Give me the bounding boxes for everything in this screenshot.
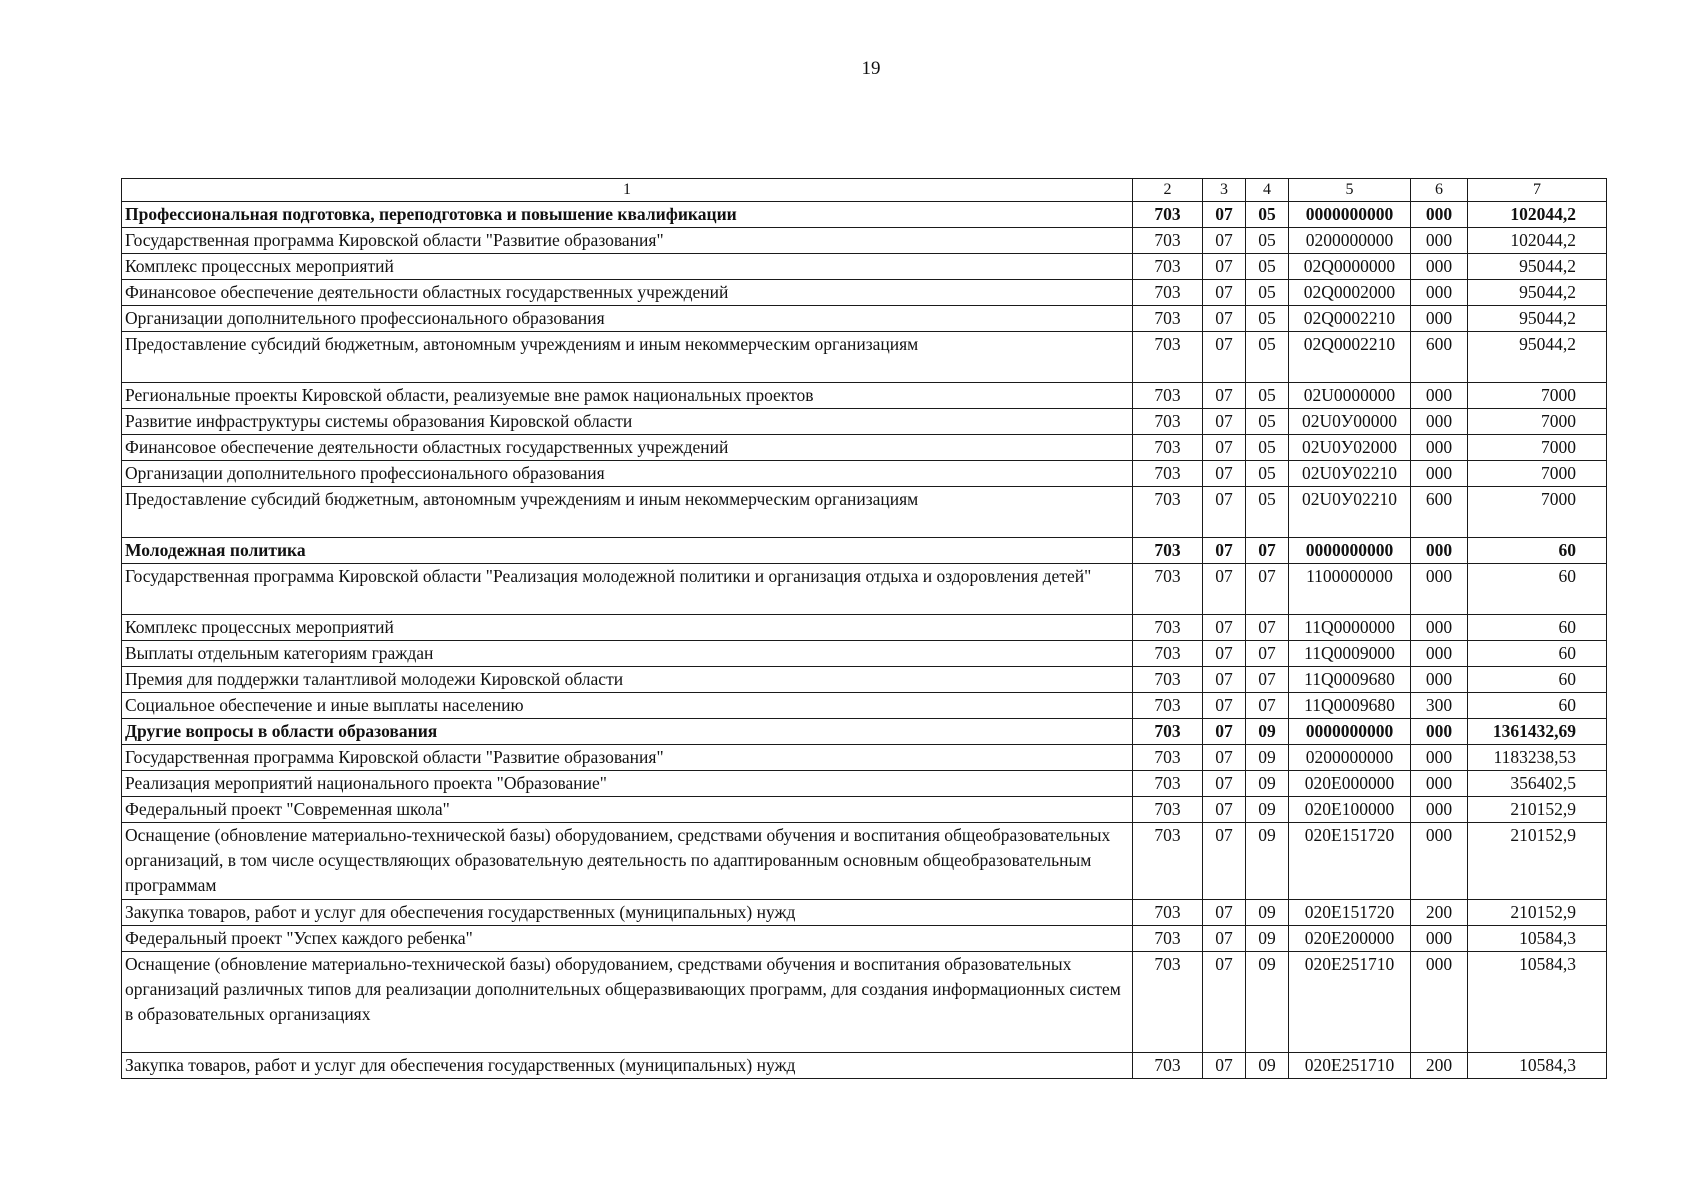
expense-type-cell: 000 bbox=[1411, 435, 1468, 461]
code-subsection-cell: 07 bbox=[1246, 667, 1289, 693]
code-subsection-cell: 09 bbox=[1246, 1053, 1289, 1079]
table-row bbox=[122, 487, 1607, 538]
expense-type-cell: 600 bbox=[1411, 332, 1468, 383]
row-name-cell: Организации дополнительного профессионального образования bbox=[122, 306, 1133, 332]
target-article-cell: 11Q0009680 bbox=[1289, 693, 1411, 719]
table-row bbox=[122, 461, 1607, 487]
table-row bbox=[122, 564, 1607, 615]
code-ministry-cell: 703 bbox=[1133, 202, 1203, 228]
code-section-cell: 07 bbox=[1203, 487, 1246, 538]
column-header: 7 bbox=[1468, 179, 1607, 202]
code-section-cell: 07 bbox=[1203, 771, 1246, 797]
column-number-header-row bbox=[122, 179, 1607, 202]
code-ministry-cell: 703 bbox=[1133, 228, 1203, 254]
code-subsection-cell: 07 bbox=[1246, 538, 1289, 564]
table-row bbox=[122, 952, 1607, 1053]
expense-type-cell: 000 bbox=[1411, 280, 1468, 306]
amount-cell: 210152,9 bbox=[1468, 823, 1607, 900]
row-name-cell: Финансовое обеспечение деятельности областных государственных учреждений bbox=[122, 435, 1133, 461]
row-name-cell: Финансовое обеспечение деятельности областных государственных учреждений bbox=[122, 280, 1133, 306]
code-subsection-cell: 09 bbox=[1246, 952, 1289, 1053]
code-subsection-cell: 05 bbox=[1246, 306, 1289, 332]
target-article-cell: 02Q0000000 bbox=[1289, 254, 1411, 280]
code-section-cell: 07 bbox=[1203, 797, 1246, 823]
code-subsection-cell: 05 bbox=[1246, 435, 1289, 461]
expense-type-cell: 000 bbox=[1411, 254, 1468, 280]
expense-type-cell: 000 bbox=[1411, 409, 1468, 435]
table-row bbox=[122, 1053, 1607, 1079]
target-article-cell: 02U0000000 bbox=[1289, 383, 1411, 409]
expense-type-cell: 200 bbox=[1411, 1053, 1468, 1079]
table-row bbox=[122, 797, 1607, 823]
amount-cell: 7000 bbox=[1468, 461, 1607, 487]
code-ministry-cell: 703 bbox=[1133, 926, 1203, 952]
table-row bbox=[122, 693, 1607, 719]
row-name-cell: Региональные проекты Кировской области, реализуемые вне рамок национальных проектов bbox=[122, 383, 1133, 409]
amount-cell: 95044,2 bbox=[1468, 332, 1607, 383]
table-row bbox=[122, 719, 1607, 745]
amount-cell: 210152,9 bbox=[1468, 797, 1607, 823]
amount-cell: 7000 bbox=[1468, 383, 1607, 409]
expense-type-cell: 200 bbox=[1411, 900, 1468, 926]
expense-type-cell: 300 bbox=[1411, 693, 1468, 719]
code-section-cell: 07 bbox=[1203, 202, 1246, 228]
row-name-cell: Оснащение (обновление материально-технической базы) оборудованием, средствами обучения и воспитания образовательных организаций различных типов для реализации дополнительных общеразвивающих программ, для создания информационных систем в образовательных организациях bbox=[122, 952, 1133, 1053]
table-body bbox=[122, 179, 1607, 1079]
target-article-cell: 020E251710 bbox=[1289, 952, 1411, 1053]
amount-cell: 356402,5 bbox=[1468, 771, 1607, 797]
expense-type-cell: 000 bbox=[1411, 461, 1468, 487]
target-article-cell: 02Q0002210 bbox=[1289, 332, 1411, 383]
target-article-cell: 0000000000 bbox=[1289, 538, 1411, 564]
column-header: 4 bbox=[1246, 179, 1289, 202]
expense-type-cell: 600 bbox=[1411, 487, 1468, 538]
code-subsection-cell: 09 bbox=[1246, 900, 1289, 926]
code-subsection-cell: 09 bbox=[1246, 926, 1289, 952]
code-subsection-cell: 05 bbox=[1246, 487, 1289, 538]
code-subsection-cell: 07 bbox=[1246, 693, 1289, 719]
code-subsection-cell: 05 bbox=[1246, 228, 1289, 254]
code-section-cell: 07 bbox=[1203, 435, 1246, 461]
row-name-cell: Комплекс процессных мероприятий bbox=[122, 615, 1133, 641]
code-subsection-cell: 09 bbox=[1246, 771, 1289, 797]
code-section-cell: 07 bbox=[1203, 306, 1246, 332]
code-section-cell: 07 bbox=[1203, 383, 1246, 409]
page-number: 19 bbox=[861, 58, 881, 79]
code-ministry-cell: 703 bbox=[1133, 254, 1203, 280]
column-header: 3 bbox=[1203, 179, 1246, 202]
code-ministry-cell: 703 bbox=[1133, 332, 1203, 383]
expense-type-cell: 000 bbox=[1411, 538, 1468, 564]
target-article-cell: 02U0У02210 bbox=[1289, 461, 1411, 487]
table-row bbox=[122, 228, 1607, 254]
row-name-cell: Выплаты отдельным категориям граждан bbox=[122, 641, 1133, 667]
target-article-cell: 020E000000 bbox=[1289, 771, 1411, 797]
amount-cell: 60 bbox=[1468, 615, 1607, 641]
table-row bbox=[122, 771, 1607, 797]
row-name-cell: Премия для поддержки талантливой молодежи Кировской области bbox=[122, 667, 1133, 693]
row-name-cell: Другие вопросы в области образования bbox=[122, 719, 1133, 745]
expense-type-cell: 000 bbox=[1411, 202, 1468, 228]
target-article-cell: 020E100000 bbox=[1289, 797, 1411, 823]
amount-cell: 60 bbox=[1468, 667, 1607, 693]
code-section-cell: 07 bbox=[1203, 228, 1246, 254]
code-ministry-cell: 703 bbox=[1133, 461, 1203, 487]
code-section-cell: 07 bbox=[1203, 280, 1246, 306]
amount-cell: 102044,2 bbox=[1468, 228, 1607, 254]
code-section-cell: 07 bbox=[1203, 254, 1246, 280]
code-subsection-cell: 05 bbox=[1246, 202, 1289, 228]
expense-type-cell: 000 bbox=[1411, 719, 1468, 745]
code-section-cell: 07 bbox=[1203, 693, 1246, 719]
target-article-cell: 0200000000 bbox=[1289, 228, 1411, 254]
row-name-cell: Предоставление субсидий бюджетным, автономным учреждениям и иным некоммерческим организациям bbox=[122, 332, 1133, 383]
code-ministry-cell: 703 bbox=[1133, 538, 1203, 564]
amount-cell: 7000 bbox=[1468, 435, 1607, 461]
code-section-cell: 07 bbox=[1203, 538, 1246, 564]
table-row bbox=[122, 435, 1607, 461]
row-name-cell: Молодежная политика bbox=[122, 538, 1133, 564]
budget-table bbox=[121, 178, 1607, 1079]
expense-type-cell: 000 bbox=[1411, 383, 1468, 409]
table-row bbox=[122, 202, 1607, 228]
code-section-cell: 07 bbox=[1203, 900, 1246, 926]
code-ministry-cell: 703 bbox=[1133, 900, 1203, 926]
column-header: 6 bbox=[1411, 179, 1468, 202]
row-name-cell: Организации дополнительного профессионального образования bbox=[122, 461, 1133, 487]
table-row bbox=[122, 900, 1607, 926]
code-ministry-cell: 703 bbox=[1133, 745, 1203, 771]
code-ministry-cell: 703 bbox=[1133, 306, 1203, 332]
row-name-cell: Федеральный проект "Успех каждого ребенка" bbox=[122, 926, 1133, 952]
code-ministry-cell: 703 bbox=[1133, 771, 1203, 797]
expense-type-cell: 000 bbox=[1411, 926, 1468, 952]
code-ministry-cell: 703 bbox=[1133, 409, 1203, 435]
code-section-cell: 07 bbox=[1203, 564, 1246, 615]
row-name-cell: Государственная программа Кировской области "Развитие образования" bbox=[122, 745, 1133, 771]
row-name-cell: Профессиональная подготовка, переподготовка и повышение квалификации bbox=[122, 202, 1133, 228]
code-subsection-cell: 07 bbox=[1246, 641, 1289, 667]
table-row bbox=[122, 409, 1607, 435]
code-section-cell: 07 bbox=[1203, 615, 1246, 641]
code-section-cell: 07 bbox=[1203, 409, 1246, 435]
code-ministry-cell: 703 bbox=[1133, 797, 1203, 823]
expense-type-cell: 000 bbox=[1411, 745, 1468, 771]
amount-cell: 10584,3 bbox=[1468, 952, 1607, 1053]
code-subsection-cell: 09 bbox=[1246, 823, 1289, 900]
expense-type-cell: 000 bbox=[1411, 952, 1468, 1053]
target-article-cell: 020E151720 bbox=[1289, 900, 1411, 926]
code-subsection-cell: 05 bbox=[1246, 280, 1289, 306]
amount-cell: 1361432,69 bbox=[1468, 719, 1607, 745]
expense-type-cell: 000 bbox=[1411, 615, 1468, 641]
code-section-cell: 07 bbox=[1203, 1053, 1246, 1079]
expense-type-cell: 000 bbox=[1411, 797, 1468, 823]
code-ministry-cell: 703 bbox=[1133, 615, 1203, 641]
target-article-cell: 0000000000 bbox=[1289, 719, 1411, 745]
amount-cell: 60 bbox=[1468, 564, 1607, 615]
amount-cell: 210152,9 bbox=[1468, 900, 1607, 926]
code-subsection-cell: 05 bbox=[1246, 409, 1289, 435]
code-section-cell: 07 bbox=[1203, 952, 1246, 1053]
code-section-cell: 07 bbox=[1203, 719, 1246, 745]
code-ministry-cell: 703 bbox=[1133, 641, 1203, 667]
table-row bbox=[122, 615, 1607, 641]
table-row bbox=[122, 667, 1607, 693]
target-article-cell: 0000000000 bbox=[1289, 202, 1411, 228]
row-name-cell: Комплекс процессных мероприятий bbox=[122, 254, 1133, 280]
amount-cell: 7000 bbox=[1468, 409, 1607, 435]
code-ministry-cell: 703 bbox=[1133, 823, 1203, 900]
target-article-cell: 020E200000 bbox=[1289, 926, 1411, 952]
row-name-cell: Государственная программа Кировской области "Развитие образования" bbox=[122, 228, 1133, 254]
expense-type-cell: 000 bbox=[1411, 771, 1468, 797]
amount-cell: 7000 bbox=[1468, 487, 1607, 538]
code-ministry-cell: 703 bbox=[1133, 719, 1203, 745]
code-ministry-cell: 703 bbox=[1133, 280, 1203, 306]
code-subsection-cell: 09 bbox=[1246, 745, 1289, 771]
column-header: 1 bbox=[122, 179, 1133, 202]
code-subsection-cell: 05 bbox=[1246, 332, 1289, 383]
code-ministry-cell: 703 bbox=[1133, 952, 1203, 1053]
amount-cell: 10584,3 bbox=[1468, 926, 1607, 952]
code-ministry-cell: 703 bbox=[1133, 383, 1203, 409]
target-article-cell: 02U0У02000 bbox=[1289, 435, 1411, 461]
target-article-cell: 02Q0002000 bbox=[1289, 280, 1411, 306]
table-row bbox=[122, 926, 1607, 952]
expense-type-cell: 000 bbox=[1411, 228, 1468, 254]
code-ministry-cell: 703 bbox=[1133, 667, 1203, 693]
expense-type-cell: 000 bbox=[1411, 564, 1468, 615]
table-row bbox=[122, 254, 1607, 280]
column-header: 2 bbox=[1133, 179, 1203, 202]
table-row bbox=[122, 745, 1607, 771]
row-name-cell: Оснащение (обновление материально-технической базы) оборудованием, средствами обучения и воспитания общеобразовательных организаций, в том числе осуществляющих образовательную деятельность по адаптированным основным общеобразовательным программам bbox=[122, 823, 1133, 900]
amount-cell: 60 bbox=[1468, 538, 1607, 564]
target-article-cell: 0200000000 bbox=[1289, 745, 1411, 771]
table-row bbox=[122, 823, 1607, 900]
target-article-cell: 020E251710 bbox=[1289, 1053, 1411, 1079]
code-ministry-cell: 703 bbox=[1133, 435, 1203, 461]
column-header: 5 bbox=[1289, 179, 1411, 202]
amount-cell: 1183238,53 bbox=[1468, 745, 1607, 771]
expense-type-cell: 000 bbox=[1411, 641, 1468, 667]
amount-cell: 95044,2 bbox=[1468, 254, 1607, 280]
code-subsection-cell: 05 bbox=[1246, 461, 1289, 487]
code-subsection-cell: 05 bbox=[1246, 254, 1289, 280]
amount-cell: 95044,2 bbox=[1468, 306, 1607, 332]
table-row bbox=[122, 383, 1607, 409]
expense-type-cell: 000 bbox=[1411, 667, 1468, 693]
row-name-cell: Закупка товаров, работ и услуг для обеспечения государственных (муниципальных) нужд bbox=[122, 900, 1133, 926]
row-name-cell: Государственная программа Кировской области "Реализация молодежной политики и организация отдыха и оздоровления детей" bbox=[122, 564, 1133, 615]
amount-cell: 60 bbox=[1468, 693, 1607, 719]
code-section-cell: 07 bbox=[1203, 926, 1246, 952]
row-name-cell: Развитие инфраструктуры системы образования Кировской области bbox=[122, 409, 1133, 435]
table-row bbox=[122, 332, 1607, 383]
amount-cell: 60 bbox=[1468, 641, 1607, 667]
code-subsection-cell: 09 bbox=[1246, 797, 1289, 823]
code-subsection-cell: 05 bbox=[1246, 383, 1289, 409]
code-section-cell: 07 bbox=[1203, 667, 1246, 693]
row-name-cell: Федеральный проект "Современная школа" bbox=[122, 797, 1133, 823]
code-subsection-cell: 09 bbox=[1246, 719, 1289, 745]
target-article-cell: 11Q0009000 bbox=[1289, 641, 1411, 667]
target-article-cell: 02U0У00000 bbox=[1289, 409, 1411, 435]
row-name-cell: Предоставление субсидий бюджетным, автономным учреждениям и иным некоммерческим организациям bbox=[122, 487, 1133, 538]
target-article-cell: 02U0У02210 bbox=[1289, 487, 1411, 538]
row-name-cell: Закупка товаров, работ и услуг для обеспечения государственных (муниципальных) нужд bbox=[122, 1053, 1133, 1079]
target-article-cell: 11Q0009680 bbox=[1289, 667, 1411, 693]
amount-cell: 95044,2 bbox=[1468, 280, 1607, 306]
amount-cell: 10584,3 bbox=[1468, 1053, 1607, 1079]
code-ministry-cell: 703 bbox=[1133, 1053, 1203, 1079]
code-section-cell: 07 bbox=[1203, 332, 1246, 383]
target-article-cell: 1100000000 bbox=[1289, 564, 1411, 615]
row-name-cell: Реализация мероприятий национального проекта "Образование" bbox=[122, 771, 1133, 797]
amount-cell: 102044,2 bbox=[1468, 202, 1607, 228]
target-article-cell: 11Q0000000 bbox=[1289, 615, 1411, 641]
target-article-cell: 020E151720 bbox=[1289, 823, 1411, 900]
code-section-cell: 07 bbox=[1203, 461, 1246, 487]
table-row bbox=[122, 641, 1607, 667]
code-ministry-cell: 703 bbox=[1133, 487, 1203, 538]
table-row bbox=[122, 280, 1607, 306]
table-row bbox=[122, 538, 1607, 564]
code-section-cell: 07 bbox=[1203, 641, 1246, 667]
target-article-cell: 02Q0002210 bbox=[1289, 306, 1411, 332]
code-subsection-cell: 07 bbox=[1246, 615, 1289, 641]
code-ministry-cell: 703 bbox=[1133, 693, 1203, 719]
table-row bbox=[122, 306, 1607, 332]
code-section-cell: 07 bbox=[1203, 823, 1246, 900]
expense-type-cell: 000 bbox=[1411, 306, 1468, 332]
expense-type-cell: 000 bbox=[1411, 823, 1468, 900]
code-section-cell: 07 bbox=[1203, 745, 1246, 771]
code-ministry-cell: 703 bbox=[1133, 564, 1203, 615]
code-subsection-cell: 07 bbox=[1246, 564, 1289, 615]
row-name-cell: Социальное обеспечение и иные выплаты населению bbox=[122, 693, 1133, 719]
